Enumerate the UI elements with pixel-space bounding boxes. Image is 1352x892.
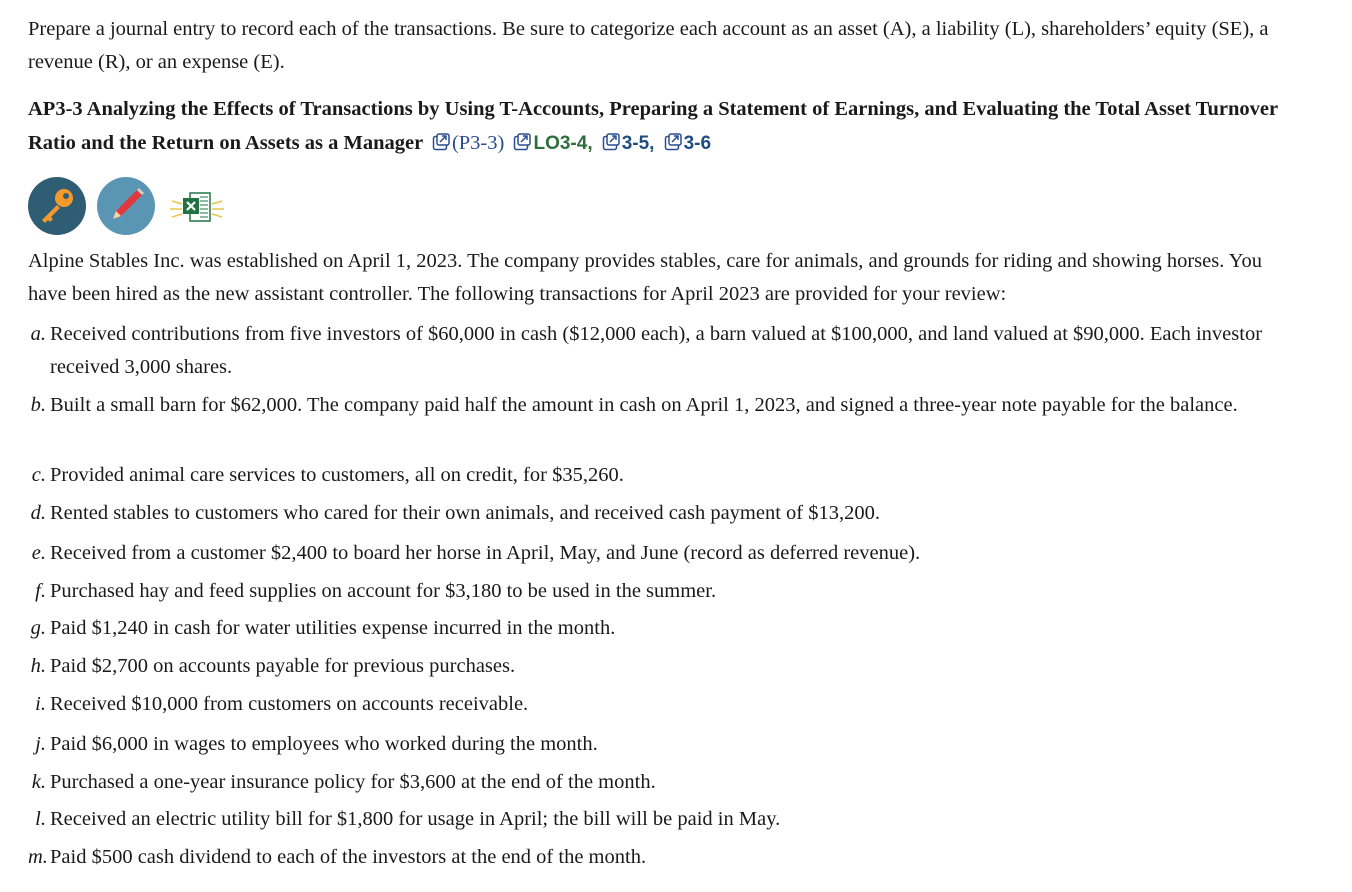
transaction-text: Received an electric utility bill for $1,800 for usage in April; the bill will be paid in May. — [50, 808, 781, 830]
transaction-letter: l. — [35, 808, 46, 830]
transaction-text: Built a small barn for $62,000. The company paid half the amount in cash on April 1, 2023, and signed a three-year note payable for the balance. — [50, 394, 1238, 416]
transaction-letter: f. — [35, 580, 46, 602]
transaction-letter: m. — [28, 846, 48, 868]
transaction-text: Received contributions from five investors of $60,000 in cash ($12,000 each), a barn valued at $100,000, and land valued at $90,000. Each investor received 3,000 shares. — [50, 323, 1263, 378]
transaction-letter: a. — [30, 323, 46, 345]
transaction-text: Rented stables to customers who cared for their own animals, and received cash payment of $13,200. — [50, 502, 880, 524]
transaction-text: Paid $6,000 in wages to employees who worked during the month. — [50, 733, 598, 755]
transaction-letter: k. — [31, 771, 46, 793]
problem-ref-link[interactable]: (P3-3) — [451, 132, 505, 154]
scenario-description: Alpine Stables Inc. was established on April 1, 2023. The company provides stables, care for animals, and grounds for riding and showing horses. You have been hired as the new assistant controller. The following transactions for April 2023 are provided for your review: — [28, 250, 1262, 305]
pencil-icon[interactable] — [97, 177, 155, 235]
transaction-letter: g. — [30, 617, 46, 639]
problem-heading — [28, 92, 1328, 161]
transaction-letter: c. — [31, 464, 46, 486]
transaction-text: Paid $2,700 on accounts payable for previous purchases. — [50, 655, 516, 677]
transaction-text: Received from a customer $2,400 to board her horse in April, May, and June (record as deferred revenue). — [50, 542, 921, 564]
transaction-letter: i. — [35, 693, 46, 715]
lo-link-3-5[interactable]: 3-5, — [621, 133, 655, 154]
external-link-icon[interactable] — [664, 133, 682, 151]
transaction-letter: e. — [31, 542, 46, 564]
external-link-icon[interactable] — [432, 133, 450, 151]
transaction-text: Purchased a one-year insurance policy for $3,600 at the end of the month. — [50, 771, 656, 793]
problem-title: AP3-3 Analyzing the Effects of Transactions by Using T-Accounts, Preparing a Statement of Earnings, and Evaluating the Total Asset Turnover Ratio and the Return on Assets as a Manager — [28, 98, 1278, 154]
transaction-letter: b. — [30, 394, 46, 416]
transaction-text: Paid $1,240 in cash for water utilities expense incurred in the month. — [50, 617, 616, 639]
lo-link-3-4[interactable]: LO3-4, — [533, 133, 593, 154]
lo-link-3-6[interactable]: 3-6 — [683, 133, 712, 154]
external-link-icon[interactable] — [513, 133, 531, 151]
transaction-text: Received $10,000 from customers on accounts receivable. — [50, 693, 529, 715]
transaction-text: Paid $500 cash dividend to each of the investors at the end of the month. — [50, 846, 647, 868]
key-icon[interactable] — [28, 177, 86, 235]
excel-icon[interactable] — [168, 187, 226, 227]
instructions-text: Prepare a journal entry to record each of the transactions. Be sure to categorize each account as an asset (A), a liability (L), shareholders’ equity (SE), a revenue (R), or an expense (E). — [28, 18, 1269, 73]
transaction-letter: d. — [30, 502, 46, 524]
transaction-letter: j. — [35, 733, 46, 755]
transaction-text: Provided animal care services to customers, all on credit, for $35,260. — [50, 464, 624, 486]
external-link-icon[interactable] — [602, 133, 620, 151]
transaction-letter: h. — [30, 655, 46, 677]
transaction-text: Purchased hay and feed supplies on account for $3,180 to be used in the summer. — [50, 580, 717, 602]
